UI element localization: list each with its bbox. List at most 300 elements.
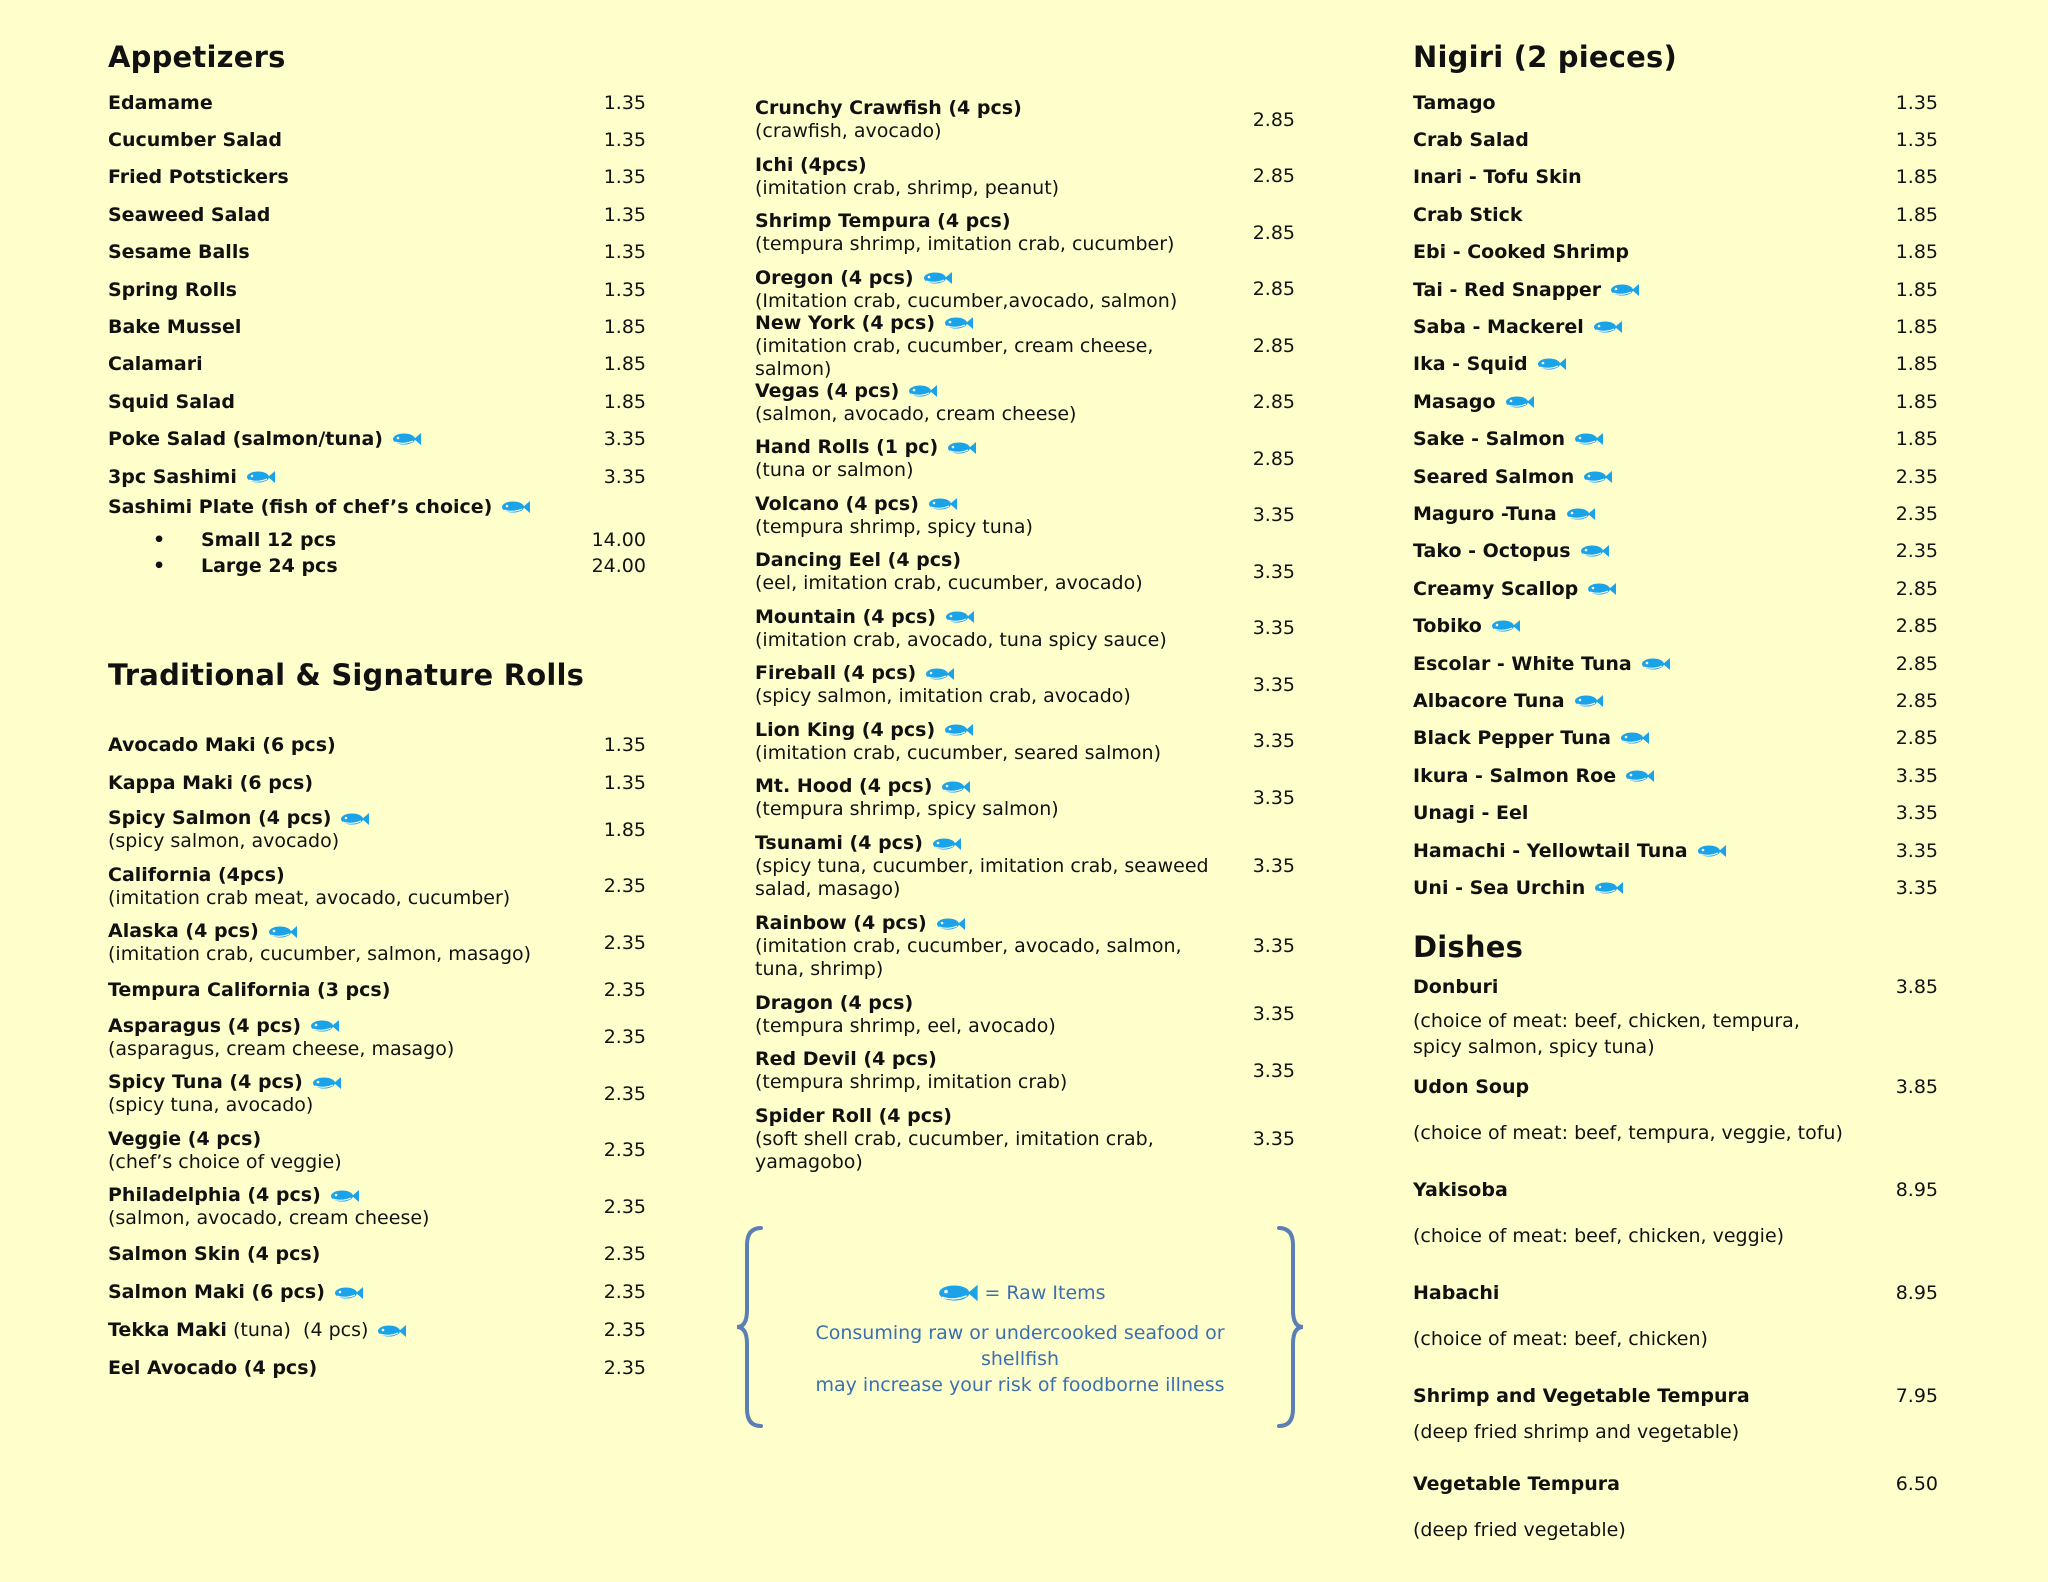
item-price: 1.85 bbox=[603, 316, 646, 339]
dish-name: Donburi bbox=[1413, 976, 1499, 998]
item-price: 2.35 bbox=[1895, 502, 1938, 525]
menu-item bbox=[1413, 121, 1938, 158]
dish-description: (choice of meat: beef, chicken, tempura, spicy salmon, spicy tuna) bbox=[1413, 1010, 1800, 1058]
dish-price: 3.85 bbox=[1895, 976, 1938, 998]
fish-icon bbox=[946, 440, 976, 456]
menu-item bbox=[1413, 720, 1938, 757]
item-price: 2.85 bbox=[1895, 577, 1938, 600]
dish-item bbox=[1413, 1473, 1938, 1553]
fish-icon bbox=[500, 499, 530, 515]
roll-ingredients: (imitation crab, shrimp, peanut) bbox=[755, 176, 1060, 199]
roll-item bbox=[755, 311, 1295, 380]
roll-name: Volcano (4 pcs) bbox=[755, 492, 919, 515]
dishes-list bbox=[1413, 976, 1938, 1553]
roll-price: 2.85 bbox=[1252, 165, 1295, 188]
menu-item bbox=[108, 271, 646, 308]
dish-description: (deep fried vegetable) bbox=[1413, 1519, 1626, 1541]
menu-item bbox=[108, 458, 646, 495]
item-price: 2.85 bbox=[1895, 727, 1938, 750]
dish-item bbox=[1413, 1282, 1938, 1385]
dish-item bbox=[1413, 1179, 1938, 1282]
dish-item bbox=[1413, 1385, 1938, 1473]
fish-icon bbox=[339, 811, 369, 827]
fish-icon bbox=[927, 496, 957, 512]
roll-item bbox=[755, 601, 1295, 658]
roll-item bbox=[755, 205, 1295, 262]
item-name: Unagi - Eel bbox=[1413, 802, 1529, 825]
fish-icon bbox=[924, 666, 954, 682]
nigiri-list bbox=[1413, 84, 1938, 907]
dish-price: 8.95 bbox=[1895, 1282, 1938, 1304]
roll-name: Mt. Hood (4 pcs) bbox=[755, 775, 933, 798]
roll-item bbox=[755, 1043, 1295, 1100]
roll-price: 3.35 bbox=[1252, 1059, 1295, 1082]
bullet-icon: • bbox=[153, 555, 166, 577]
item-name: Calamari bbox=[108, 353, 203, 376]
roll-ingredients: (tempura shrimp, imitation crab, cucumber) bbox=[755, 233, 1175, 256]
item-name: Escolar - White Tuna bbox=[1413, 652, 1632, 675]
roll-name: Spicy Tuna (4 pcs) bbox=[108, 1071, 303, 1094]
roll-name: Salmon Skin (4 pcs) bbox=[108, 1243, 321, 1265]
roll-item bbox=[108, 1350, 646, 1388]
roll-name: Asparagus (4 pcs) bbox=[108, 1014, 302, 1037]
nigiri-heading: Nigiri (2 pieces) bbox=[1413, 40, 1677, 74]
fish-icon bbox=[907, 383, 937, 399]
item-name: Seared Salmon bbox=[1413, 465, 1575, 488]
item-price: 1.85 bbox=[1895, 353, 1938, 376]
right-brace-icon bbox=[1275, 1225, 1305, 1430]
rolls-heading: Traditional & Signature Rolls bbox=[108, 658, 585, 692]
fish-icon bbox=[935, 916, 965, 932]
roll-ingredients: (tempura shrimp, spicy salmon) bbox=[755, 798, 1059, 821]
roll-price: 2.35 bbox=[603, 1319, 646, 1341]
item-price: 3.35 bbox=[1895, 802, 1938, 825]
roll-price: 3.35 bbox=[1252, 1128, 1295, 1150]
item-price: 3.35 bbox=[1895, 876, 1938, 899]
roll-item bbox=[108, 1010, 646, 1067]
roll-price: 2.35 bbox=[603, 1082, 646, 1105]
dish-name: Shrimp and Vegetable Tempura bbox=[1413, 1385, 1750, 1407]
roll-ingredients: (salmon, avocado, cream cheese) bbox=[755, 402, 1077, 425]
option-price: 14.00 bbox=[591, 529, 646, 551]
raw-items-legend bbox=[775, 1280, 1265, 1306]
item-name: Spring Rolls bbox=[108, 278, 237, 301]
fish-icon bbox=[1619, 730, 1649, 746]
fish-icon bbox=[245, 469, 275, 485]
appetizers-list bbox=[108, 84, 646, 495]
fish-icon bbox=[922, 270, 952, 286]
middle-column-rolls bbox=[755, 92, 1295, 1180]
fish-icon bbox=[311, 1075, 341, 1091]
roll-price: 3.35 bbox=[1252, 673, 1295, 696]
item-name: Squid Salad bbox=[108, 390, 235, 413]
roll-ingredients: (spicy tuna, avocado) bbox=[108, 1094, 314, 1117]
fish-icon bbox=[333, 1285, 363, 1301]
roll-name: Shrimp Tempura (4 pcs) bbox=[755, 210, 1011, 233]
menu-item bbox=[1413, 495, 1938, 532]
item-name: Tako - Octopus bbox=[1413, 540, 1571, 563]
item-name: Tobiko bbox=[1413, 615, 1482, 638]
sashimi-plate-name: Sashimi Plate (fish of chef’s choice) bbox=[108, 496, 493, 518]
fish-icon bbox=[376, 1323, 406, 1339]
item-name: Fried Potstickers bbox=[108, 166, 289, 189]
menu-item bbox=[1413, 196, 1938, 233]
roll-ingredients: (spicy salmon, imitation crab, avocado) bbox=[755, 685, 1131, 708]
item-price: 3.35 bbox=[1895, 839, 1938, 862]
roll-name: Ichi (4pcs) bbox=[755, 153, 867, 176]
item-name: Black Pepper Tuna bbox=[1413, 727, 1611, 750]
roll-ingredients: (imitation crab, cucumber, avocado, salmon, tuna, shrimp) bbox=[755, 935, 1182, 980]
dish-description: (choice of meat: beef, tempura, veggie, tofu) bbox=[1413, 1122, 1843, 1144]
raw-items-notice bbox=[735, 1225, 1305, 1430]
fish-icon bbox=[1490, 618, 1520, 634]
roll-name: Fireball (4 pcs) bbox=[755, 662, 917, 685]
item-name: Albacore Tuna bbox=[1413, 689, 1565, 712]
roll-ingredients: (Imitation crab, cucumber,avocado, salmon) bbox=[755, 289, 1178, 312]
fish-icon bbox=[931, 836, 961, 852]
left-brace-icon bbox=[735, 1225, 765, 1430]
item-name: Hamachi - Yellowtail Tuna bbox=[1413, 839, 1688, 862]
roll-ingredients: (tempura shrimp, eel, avocado) bbox=[755, 1014, 1056, 1037]
roll-name: Eel Avocado (4 pcs) bbox=[108, 1357, 318, 1379]
item-price: 1.35 bbox=[603, 241, 646, 264]
menu-item bbox=[108, 346, 646, 383]
fish-icon bbox=[934, 1282, 980, 1304]
dish-price: 6.50 bbox=[1895, 1473, 1938, 1495]
item-name: Saba - Mackerel bbox=[1413, 316, 1584, 339]
item-name: Seaweed Salad bbox=[108, 203, 271, 226]
roll-name: California (4pcs) bbox=[108, 863, 285, 886]
roll-price: 2.85 bbox=[1252, 278, 1295, 301]
sashimi-plate-options bbox=[153, 527, 646, 579]
roll-name: Kappa Maki (6 pcs) bbox=[108, 771, 314, 794]
roll-price: 2.85 bbox=[1252, 447, 1295, 470]
raw-items-legend-text: = Raw Items bbox=[984, 1282, 1106, 1304]
menu-item bbox=[108, 421, 646, 458]
roll-price: 3.35 bbox=[1252, 1003, 1295, 1026]
roll-name: Hand Rolls (1 pc) bbox=[755, 436, 939, 459]
roll-name: Avocado Maki (6 pcs) bbox=[108, 733, 336, 756]
item-price: 1.85 bbox=[1895, 316, 1938, 339]
fish-icon bbox=[267, 924, 297, 940]
roll-name: Veggie (4 pcs) bbox=[108, 1127, 262, 1150]
roll-ingredients: (soft shell crab, cucumber, imitation crab, yamagobo) bbox=[755, 1128, 1154, 1173]
roll-name: Dragon (4 pcs) bbox=[755, 991, 914, 1014]
roll-name: Tempura California (3 pcs) bbox=[108, 979, 391, 1001]
roll-item bbox=[755, 262, 1295, 319]
dish-item bbox=[1413, 976, 1938, 1076]
fish-icon bbox=[1593, 880, 1623, 896]
item-price: 2.85 bbox=[1895, 689, 1938, 712]
item-price: 1.35 bbox=[1895, 129, 1938, 152]
dish-name: Habachi bbox=[1413, 1282, 1500, 1304]
roll-name: Dancing Eel (4 pcs) bbox=[755, 549, 962, 572]
menu-item bbox=[108, 159, 646, 196]
item-name: Cucumber Salad bbox=[108, 129, 282, 152]
roll-ingredients: (eel, imitation crab, cucumber, avocado) bbox=[755, 572, 1143, 595]
roll-price: 3.35 bbox=[1252, 504, 1295, 527]
roll-item bbox=[755, 375, 1295, 432]
roll-ingredients: (imitation crab, cucumber, salmon, masago) bbox=[108, 943, 532, 966]
roll-price: 2.85 bbox=[1252, 221, 1295, 244]
roll-ingredients: (salmon, avocado, cream cheese) bbox=[108, 1207, 430, 1230]
fish-icon bbox=[1592, 319, 1622, 335]
item-name: Tai - Red Snapper bbox=[1413, 278, 1602, 301]
fish-icon bbox=[943, 315, 973, 331]
dish-price: 3.85 bbox=[1895, 1076, 1938, 1098]
fish-icon bbox=[1640, 656, 1670, 672]
item-price: 1.85 bbox=[1895, 166, 1938, 189]
roll-name: Mountain (4 pcs) bbox=[755, 605, 936, 628]
roll-name-extra: (tuna) (4 pcs) bbox=[226, 1319, 369, 1341]
roll-item bbox=[755, 657, 1295, 714]
item-price: 1.85 bbox=[603, 353, 646, 376]
menu-item bbox=[108, 383, 646, 420]
fish-icon bbox=[944, 609, 974, 625]
menu-item bbox=[1413, 794, 1938, 831]
menu-item bbox=[1413, 645, 1938, 682]
fish-icon bbox=[1573, 431, 1603, 447]
roll-name: Spider Roll (4 pcs) bbox=[755, 1105, 952, 1127]
roll-price: 1.35 bbox=[603, 733, 646, 756]
roll-price: 1.35 bbox=[603, 771, 646, 794]
fish-icon bbox=[309, 1018, 339, 1034]
roll-item bbox=[108, 972, 646, 1010]
item-price: 3.35 bbox=[603, 428, 646, 451]
roll-item bbox=[108, 1274, 646, 1312]
menu-item bbox=[1413, 682, 1938, 719]
option-name: Large 24 pcs bbox=[201, 555, 338, 577]
item-price: 2.85 bbox=[1895, 615, 1938, 638]
appetizers-heading: Appetizers bbox=[108, 40, 286, 74]
roll-price: 3.35 bbox=[1252, 617, 1295, 640]
roll-item bbox=[108, 764, 646, 802]
menu-item bbox=[108, 234, 646, 271]
roll-price: 2.35 bbox=[603, 1195, 646, 1218]
item-name: Bake Mussel bbox=[108, 316, 242, 339]
menu-item bbox=[1413, 533, 1938, 570]
roll-ingredients: (imitation crab meat, avocado, cucumber) bbox=[108, 886, 511, 909]
item-name: Sake - Salmon bbox=[1413, 428, 1566, 451]
rolls-left-list bbox=[108, 726, 646, 1388]
dishes-heading: Dishes bbox=[1413, 930, 1524, 964]
item-name: Crab Stick bbox=[1413, 203, 1523, 226]
item-name: Uni - Sea Urchin bbox=[1413, 876, 1586, 899]
item-price: 1.35 bbox=[603, 203, 646, 226]
roll-item bbox=[108, 1066, 646, 1123]
roll-ingredients: (imitation crab, avocado, tuna spicy sauce) bbox=[755, 628, 1167, 651]
dish-price: 8.95 bbox=[1895, 1179, 1938, 1201]
roll-price: 2.35 bbox=[603, 979, 646, 1001]
item-price: 3.35 bbox=[1895, 764, 1938, 787]
roll-item bbox=[108, 1312, 646, 1350]
fish-icon bbox=[1586, 581, 1616, 597]
roll-item bbox=[108, 1236, 646, 1274]
item-price: 2.35 bbox=[1895, 540, 1938, 563]
dish-item bbox=[1413, 1076, 1938, 1179]
menu-item bbox=[108, 196, 646, 233]
roll-ingredients: (spicy salmon, avocado) bbox=[108, 830, 340, 853]
menu-item bbox=[1413, 84, 1938, 121]
dish-description: (choice of meat: beef, chicken) bbox=[1413, 1328, 1708, 1350]
item-name: Tamago bbox=[1413, 91, 1496, 114]
roll-name: Oregon (4 pcs) bbox=[755, 266, 914, 289]
dish-name: Vegetable Tempura bbox=[1413, 1473, 1620, 1495]
roll-item bbox=[755, 1100, 1295, 1180]
fish-icon bbox=[1504, 394, 1534, 410]
roll-ingredients: (imitation crab, cucumber, seared salmon) bbox=[755, 741, 1161, 764]
item-name: Ika - Squid bbox=[1413, 353, 1528, 376]
roll-item bbox=[755, 488, 1295, 545]
roll-ingredients: (imitation crab, cucumber, cream cheese, salmon) bbox=[755, 334, 1154, 380]
item-name: Creamy Scallop bbox=[1413, 577, 1579, 600]
dish-name: Udon Soup bbox=[1413, 1076, 1530, 1098]
item-name: Ikura - Salmon Roe bbox=[1413, 764, 1617, 787]
fish-icon bbox=[1696, 843, 1726, 859]
roll-item bbox=[108, 859, 646, 916]
item-price: 1.35 bbox=[603, 278, 646, 301]
roll-item bbox=[108, 726, 646, 764]
roll-item bbox=[755, 907, 1295, 987]
menu-item bbox=[1413, 234, 1938, 271]
fish-icon bbox=[1624, 768, 1654, 784]
roll-item bbox=[108, 1123, 646, 1180]
sashimi-option bbox=[153, 527, 646, 553]
menu-item bbox=[1413, 308, 1938, 345]
roll-name: Red Devil (4 pcs) bbox=[755, 1048, 937, 1071]
roll-name: Alaska (4 pcs) bbox=[108, 920, 259, 943]
menu-item bbox=[1413, 346, 1938, 383]
menu-item bbox=[1413, 271, 1938, 308]
option-price: 24.00 bbox=[591, 555, 646, 577]
dish-description: (deep fried shrimp and vegetable) bbox=[1413, 1421, 1740, 1443]
roll-price: 2.35 bbox=[603, 1281, 646, 1303]
roll-price: 2.35 bbox=[603, 1026, 646, 1049]
bullet-icon: • bbox=[153, 529, 166, 551]
item-price: 1.85 bbox=[1895, 428, 1938, 451]
item-price: 1.85 bbox=[603, 390, 646, 413]
roll-price: 2.85 bbox=[1252, 108, 1295, 131]
dish-description: (choice of meat: beef, chicken, veggie) bbox=[1413, 1225, 1785, 1247]
item-name: Maguro -Tuna bbox=[1413, 502, 1557, 525]
item-price: 1.35 bbox=[603, 91, 646, 114]
roll-ingredients: (chef’s choice of veggie) bbox=[108, 1150, 342, 1173]
roll-item bbox=[755, 987, 1295, 1044]
roll-item bbox=[755, 714, 1295, 771]
menu-item bbox=[1413, 869, 1938, 906]
item-name: Ebi - Cooked Shrimp bbox=[1413, 241, 1629, 264]
item-name: Masago bbox=[1413, 390, 1496, 413]
roll-ingredients: (tempura shrimp, imitation crab) bbox=[755, 1071, 1068, 1094]
roll-price: 2.85 bbox=[1252, 391, 1295, 414]
fish-icon bbox=[943, 722, 973, 738]
roll-price: 3.35 bbox=[1252, 560, 1295, 583]
item-price: 1.85 bbox=[1895, 390, 1938, 413]
item-name: Poke Salad (salmon/tuna) bbox=[108, 428, 383, 451]
menu-item bbox=[1413, 757, 1938, 794]
roll-ingredients: (tempura shrimp, spicy tuna) bbox=[755, 515, 1033, 538]
fish-icon bbox=[1609, 282, 1639, 298]
item-name: Crab Salad bbox=[1413, 129, 1529, 152]
item-price: 1.35 bbox=[1895, 91, 1938, 114]
roll-price: 3.35 bbox=[1252, 935, 1295, 957]
foodborne-warning-line1: Consuming raw or undercooked seafood or shellfish bbox=[815, 1322, 1225, 1370]
roll-price: 3.35 bbox=[1252, 786, 1295, 809]
roll-price: 3.35 bbox=[1252, 855, 1295, 877]
roll-item bbox=[755, 770, 1295, 827]
roll-item bbox=[755, 827, 1295, 907]
item-price: 1.35 bbox=[603, 166, 646, 189]
menu-item bbox=[1413, 421, 1938, 458]
roll-name: Salmon Maki (6 pcs) bbox=[108, 1281, 325, 1303]
option-name: Small 12 pcs bbox=[201, 529, 337, 551]
item-price: 1.85 bbox=[1895, 241, 1938, 264]
roll-item bbox=[755, 92, 1295, 149]
roll-name: Crunchy Crawfish (4 pcs) bbox=[755, 97, 1022, 120]
roll-name: New York (4 pcs) bbox=[755, 311, 936, 334]
sashimi-option bbox=[153, 553, 646, 579]
menu-item bbox=[1413, 383, 1938, 420]
roll-item bbox=[755, 544, 1295, 601]
fish-icon bbox=[1536, 356, 1566, 372]
menu-item bbox=[108, 308, 646, 345]
roll-ingredients: (crawfish, avocado) bbox=[755, 120, 942, 143]
menu-item bbox=[108, 84, 646, 121]
roll-ingredients: (spicy tuna, cucumber, imitation crab, seaweed salad, masago) bbox=[755, 855, 1209, 900]
menu-item bbox=[1413, 159, 1938, 196]
menu-item bbox=[1413, 607, 1938, 644]
fish-icon bbox=[391, 431, 421, 447]
item-price: 1.35 bbox=[603, 129, 646, 152]
fish-icon bbox=[1582, 469, 1612, 485]
menu-item bbox=[108, 121, 646, 158]
roll-name: Tsunami (4 pcs) bbox=[755, 832, 923, 854]
roll-price: 2.35 bbox=[603, 875, 646, 898]
roll-price: 3.35 bbox=[1252, 730, 1295, 753]
roll-item bbox=[755, 149, 1295, 206]
item-name: Inari - Tofu Skin bbox=[1413, 166, 1582, 189]
fish-icon bbox=[329, 1188, 359, 1204]
fish-icon bbox=[1579, 543, 1609, 559]
fish-icon bbox=[1565, 506, 1595, 522]
roll-name: Lion King (4 pcs) bbox=[755, 718, 936, 741]
item-price: 2.35 bbox=[1895, 465, 1938, 488]
roll-name: Tekka Maki bbox=[108, 1319, 227, 1341]
roll-price: 2.35 bbox=[603, 1357, 646, 1379]
roll-price: 2.35 bbox=[603, 1139, 646, 1162]
roll-name: Rainbow (4 pcs) bbox=[755, 912, 927, 934]
roll-item bbox=[108, 802, 646, 859]
roll-name: Spicy Salmon (4 pcs) bbox=[108, 807, 332, 830]
roll-name: Vegas (4 pcs) bbox=[755, 379, 900, 402]
item-name: 3pc Sashimi bbox=[108, 465, 237, 488]
roll-ingredients: (tuna or salmon) bbox=[755, 459, 914, 482]
foodborne-warning-line2: may increase your risk of foodborne illness bbox=[815, 1374, 1225, 1396]
roll-item bbox=[755, 431, 1295, 488]
fish-icon bbox=[1573, 693, 1603, 709]
fish-icon bbox=[940, 779, 970, 795]
roll-name: Philadelphia (4 pcs) bbox=[108, 1184, 321, 1207]
menu-item bbox=[1413, 458, 1938, 495]
roll-item bbox=[108, 1179, 646, 1236]
roll-ingredients: (asparagus, cream cheese, masago) bbox=[108, 1037, 455, 1060]
item-name: Sesame Balls bbox=[108, 241, 250, 264]
roll-price: 1.85 bbox=[603, 818, 646, 841]
item-price: 2.85 bbox=[1895, 652, 1938, 675]
item-name: Edamame bbox=[108, 91, 213, 114]
roll-item bbox=[108, 915, 646, 972]
item-price: 1.85 bbox=[1895, 278, 1938, 301]
